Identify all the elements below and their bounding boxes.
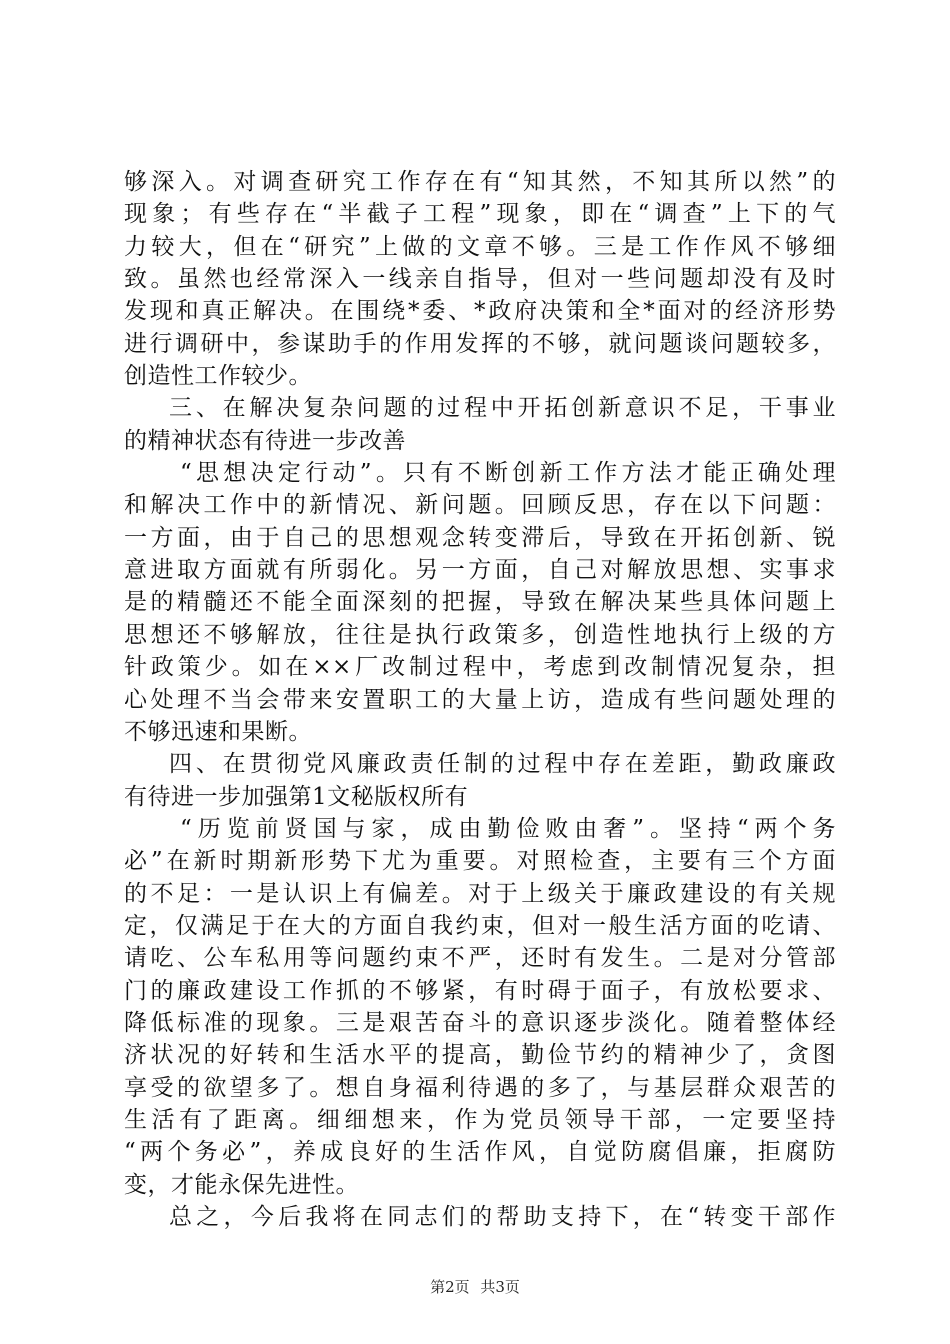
text-line: 请吃、公车私用等问题约束不严，还时有发生。二是对分管部 [124,945,836,972]
text-line: 生活有了距离。细细想来，作为党员领导干部，一定要坚持 [124,1106,836,1133]
text-line: 变，才能永保先进性。 [124,1171,359,1198]
text-line: 够深入。对调查研究工作存在有“知其然，不知其所以然”的 [124,169,836,195]
text-line: “两个务必”，养成良好的生活作风，自觉防腐倡廉，拒腐防 [124,1139,836,1166]
text-line: 门的廉政建设工作抓的不够紧，有时碍于面子，有放松要求、 [124,977,836,1004]
text-line: 针政策少。如在××厂改制过程中，考虑到改制情况复杂，担 [124,654,836,681]
text-line: 济状况的好转和生活水平的提高，勤俭节约的精神少了，贪图 [124,1042,836,1069]
section-heading-line: 的精神状态有待进一步改善 [124,427,406,454]
text-line: 意进取方面就有所弱化。另一方面，自己对解放思想、实事求 [124,557,836,584]
text-line: 致。虽然也经常深入一线亲自指导，但对一些问题却没有及时 [124,266,836,293]
text-line: 力较大，但在“研究”上做的文章不够。三是工作作风不够细 [124,233,836,260]
text-line: 创造性工作较少。 [124,363,312,390]
text-line: 必”在新时期新形势下尤为重要。对照检查，主要有三个方面 [124,848,836,875]
text-line: “思想决定行动”。只有不断创新工作方法才能正确处理 [180,460,836,487]
text-line: 定，仅满足于在大的方面自我约束，但对一般生活方面的吃请、 [124,912,836,939]
page-number: 第2页 [430,1278,470,1296]
text-line: 是的精髓还不能全面深刻的把握，导致在解决某些具体问题上 [124,589,836,616]
text-line: 一方面，由于自己的思想观念转变滞后，导致在开拓创新、锐 [124,524,836,551]
text-line: 降低标准的现象。三是艰苦奋斗的意识逐步淡化。随着整体经 [124,1009,836,1036]
page-total: 共3页 [480,1278,520,1296]
text-line: 享受的欲望多了。想自身福利待遇的多了，与基层群众艰苦的 [124,1074,836,1101]
text-line: 心处理不当会带来安置职工的大量上访，造成有些问题处理的 [124,686,836,713]
text-line: 思想还不够解放，往往是执行政策多，创造性地执行上级的方 [124,621,836,648]
text-line: 现象；有些存在“半截子工程”现象，即在“调查”上下的气 [124,201,836,228]
section-heading-line: 三、在解决复杂问题的过程中开拓创新意识不足，干事业 [169,395,836,422]
text-line: 的不足：一是认识上有偏差。对于上级关于廉政建设的有关规 [124,880,836,907]
text-line: 不够迅速和果断。 [124,718,312,745]
text-line: 和解决工作中的新情况、新问题。回顾反思，存在以下问题： [124,492,836,519]
text-line: 总之，今后我将在同志们的帮助支持下，在“转变干部作 [169,1204,836,1230]
text-line: 发现和真正解决。在围绕*委、*政府决策和全*面对的经济形势 [124,298,837,325]
page-footer [0,1276,950,1297]
document-body [124,166,836,1233]
section-heading-line: 有待进一步加强第1文秘版权所有 [124,783,469,810]
text-line: 进行调研中，参谋助手的作用发挥的不够，就问题谈问题较多， [124,330,836,357]
section-heading-line: 四、在贯彻党风廉政责任制的过程中存在差距，勤政廉政 [169,751,836,778]
text-line: “历览前贤国与家，成由勤俭败由奢”。坚持“两个务 [180,815,836,842]
